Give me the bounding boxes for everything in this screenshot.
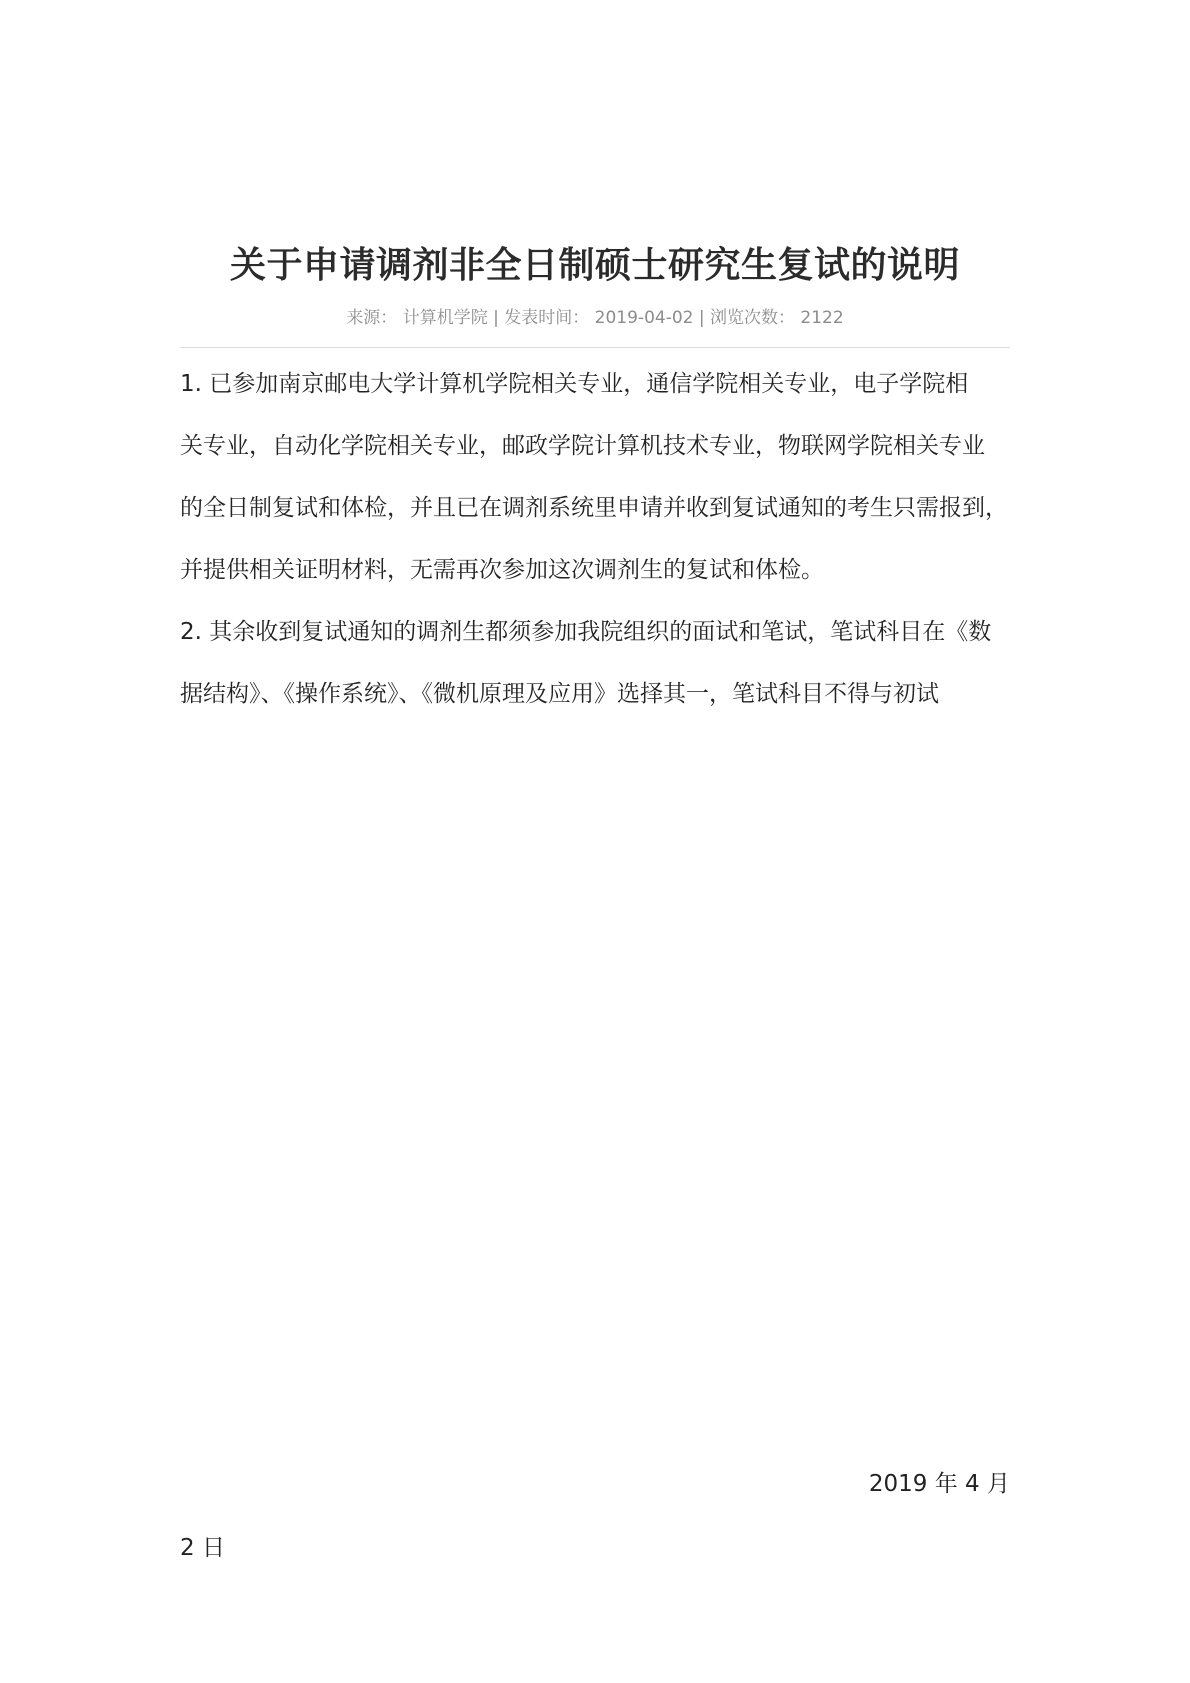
paragraph-2 [180, 601, 1020, 725]
date-year-month: 2019 年 4 月 [868, 1471, 1010, 1497]
paragraph-line: 2. 其余收到复试通知的调剂生都须参加我院组织的面试和笔试，笔试科目在《数 [180, 619, 992, 645]
paragraph-line: 并提供相关证明材料，无需再次参加这次调剂生的复试和体检。 [180, 557, 824, 583]
paragraph-line: 的全日制复试和体检，并且已在调剂系统里申请并收到复试通知的考生只需报到， [180, 495, 1008, 521]
date-day: 2 日 [180, 1535, 225, 1561]
meta-separator: | [493, 308, 499, 328]
meta-separator: | [698, 308, 705, 328]
paragraph-line: 关专业，自动化学院相关专业，邮政学院计算机技术专业，物联网学院相关专业 [180, 433, 985, 459]
paragraph-line: 据结构》、《操作系统》、《微机原理及应用》选择其一，笔试科目不得与初试 [180, 681, 939, 707]
source-value: 计算机学院 [402, 308, 488, 328]
document-title: 关于申请调剂非全日制硕士研究生复试的说明 [229, 245, 960, 286]
views-label: 浏览次数： [710, 308, 796, 328]
views-count: 2122 [800, 308, 844, 328]
publish-label: 发表时间： [504, 308, 590, 328]
source-label: 来源： [346, 308, 398, 328]
publish-date: 2019-04-02 [594, 308, 694, 328]
paragraph-1 [180, 353, 1020, 601]
document-meta [0, 306, 1190, 330]
meta-divider [180, 347, 1010, 348]
paragraph-line: 1. 已参加南京邮电大学计算机学院相关专业，通信学院相关专业，电子学院相 [180, 371, 969, 397]
